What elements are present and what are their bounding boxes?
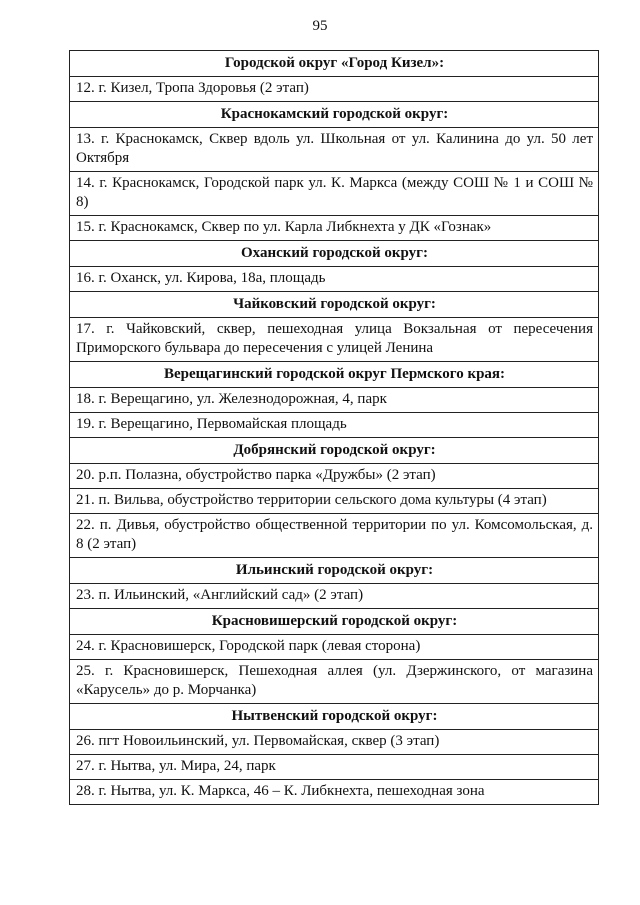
district-header: Чайковский городской округ: bbox=[70, 292, 599, 318]
territory-row bbox=[70, 489, 599, 514]
territories-table bbox=[69, 50, 599, 805]
page-number: 95 bbox=[312, 18, 328, 34]
district-header: Красновишерский городской округ: bbox=[70, 609, 599, 635]
district-header-row bbox=[70, 438, 599, 464]
territory-row bbox=[70, 660, 599, 704]
district-header-row bbox=[70, 102, 599, 128]
territory-item: 28. г. Нытва, ул. К. Маркса, 46 – К. Либкнехта, пешеходная зона bbox=[70, 780, 599, 805]
territory-row bbox=[70, 413, 599, 438]
territory-row bbox=[70, 514, 599, 558]
territory-item: 26. пгт Новоильинский, ул. Первомайская, сквер (3 этап) bbox=[70, 730, 599, 755]
territory-item: 15. г. Краснокамск, Сквер по ул. Карла Либкнехта у ДК «Гознак» bbox=[70, 216, 599, 241]
territory-item: 25. г. Красновишерск, Пешеходная аллея (ул. Дзержинского, от магазина «Карусель» до р. Морчанка) bbox=[70, 660, 599, 704]
district-header: Городской округ «Город Кизел»: bbox=[70, 51, 599, 77]
territory-row bbox=[70, 128, 599, 172]
territory-row bbox=[70, 755, 599, 780]
territory-item: 21. п. Вильва, обустройство территории сельского дома культуры (4 этап) bbox=[70, 489, 599, 514]
territory-item: 12. г. Кизел, Тропа Здоровья (2 этап) bbox=[70, 77, 599, 102]
district-header-row bbox=[70, 609, 599, 635]
territory-row bbox=[70, 77, 599, 102]
territory-row bbox=[70, 172, 599, 216]
district-header-row bbox=[70, 362, 599, 388]
territory-row bbox=[70, 388, 599, 413]
territory-item: 20. р.п. Полазна, обустройство парка «Дружбы» (2 этап) bbox=[70, 464, 599, 489]
territory-row bbox=[70, 267, 599, 292]
territory-row bbox=[70, 318, 599, 362]
district-header-row bbox=[70, 51, 599, 77]
territory-item: 13. г. Краснокамск, Сквер вдоль ул. Школьная от ул. Калинина до ул. 50 лет Октября bbox=[70, 128, 599, 172]
territory-item: 24. г. Красновишерск, Городской парк (левая сторона) bbox=[70, 635, 599, 660]
territory-row bbox=[70, 584, 599, 609]
territory-item: 22. п. Дивья, обустройство общественной территории по ул. Комсомольская, д. 8 (2 этап) bbox=[70, 514, 599, 558]
territory-item: 17. г. Чайковский, сквер, пешеходная улица Вокзальная от пересечения Приморского бульвара до пересечения с улицей Ленина bbox=[70, 318, 599, 362]
territory-item: 19. г. Верещагино, Первомайская площадь bbox=[70, 413, 599, 438]
district-header: Нытвенский городской округ: bbox=[70, 704, 599, 730]
district-header: Добрянский городской округ: bbox=[70, 438, 599, 464]
territory-item: 23. п. Ильинский, «Английский сад» (2 этап) bbox=[70, 584, 599, 609]
territory-row bbox=[70, 780, 599, 805]
district-header: Ильинский городской округ: bbox=[70, 558, 599, 584]
territory-row bbox=[70, 730, 599, 755]
district-header: Оханский городской округ: bbox=[70, 241, 599, 267]
district-header-row bbox=[70, 292, 599, 318]
district-header: Верещагинский городской округ Пермского края: bbox=[70, 362, 599, 388]
territory-row bbox=[70, 216, 599, 241]
district-header-row bbox=[70, 558, 599, 584]
territory-item: 18. г. Верещагино, ул. Железнодорожная, 4, парк bbox=[70, 388, 599, 413]
territory-item: 14. г. Краснокамск, Городской парк ул. К. Маркса (между СОШ № 1 и СОШ № 8) bbox=[70, 172, 599, 216]
territory-row bbox=[70, 464, 599, 489]
district-header-row bbox=[70, 704, 599, 730]
district-header-row bbox=[70, 241, 599, 267]
territory-item: 16. г. Оханск, ул. Кирова, 18а, площадь bbox=[70, 267, 599, 292]
territory-row bbox=[70, 635, 599, 660]
territory-item: 27. г. Нытва, ул. Мира, 24, парк bbox=[70, 755, 599, 780]
district-header: Краснокамский городской округ: bbox=[70, 102, 599, 128]
